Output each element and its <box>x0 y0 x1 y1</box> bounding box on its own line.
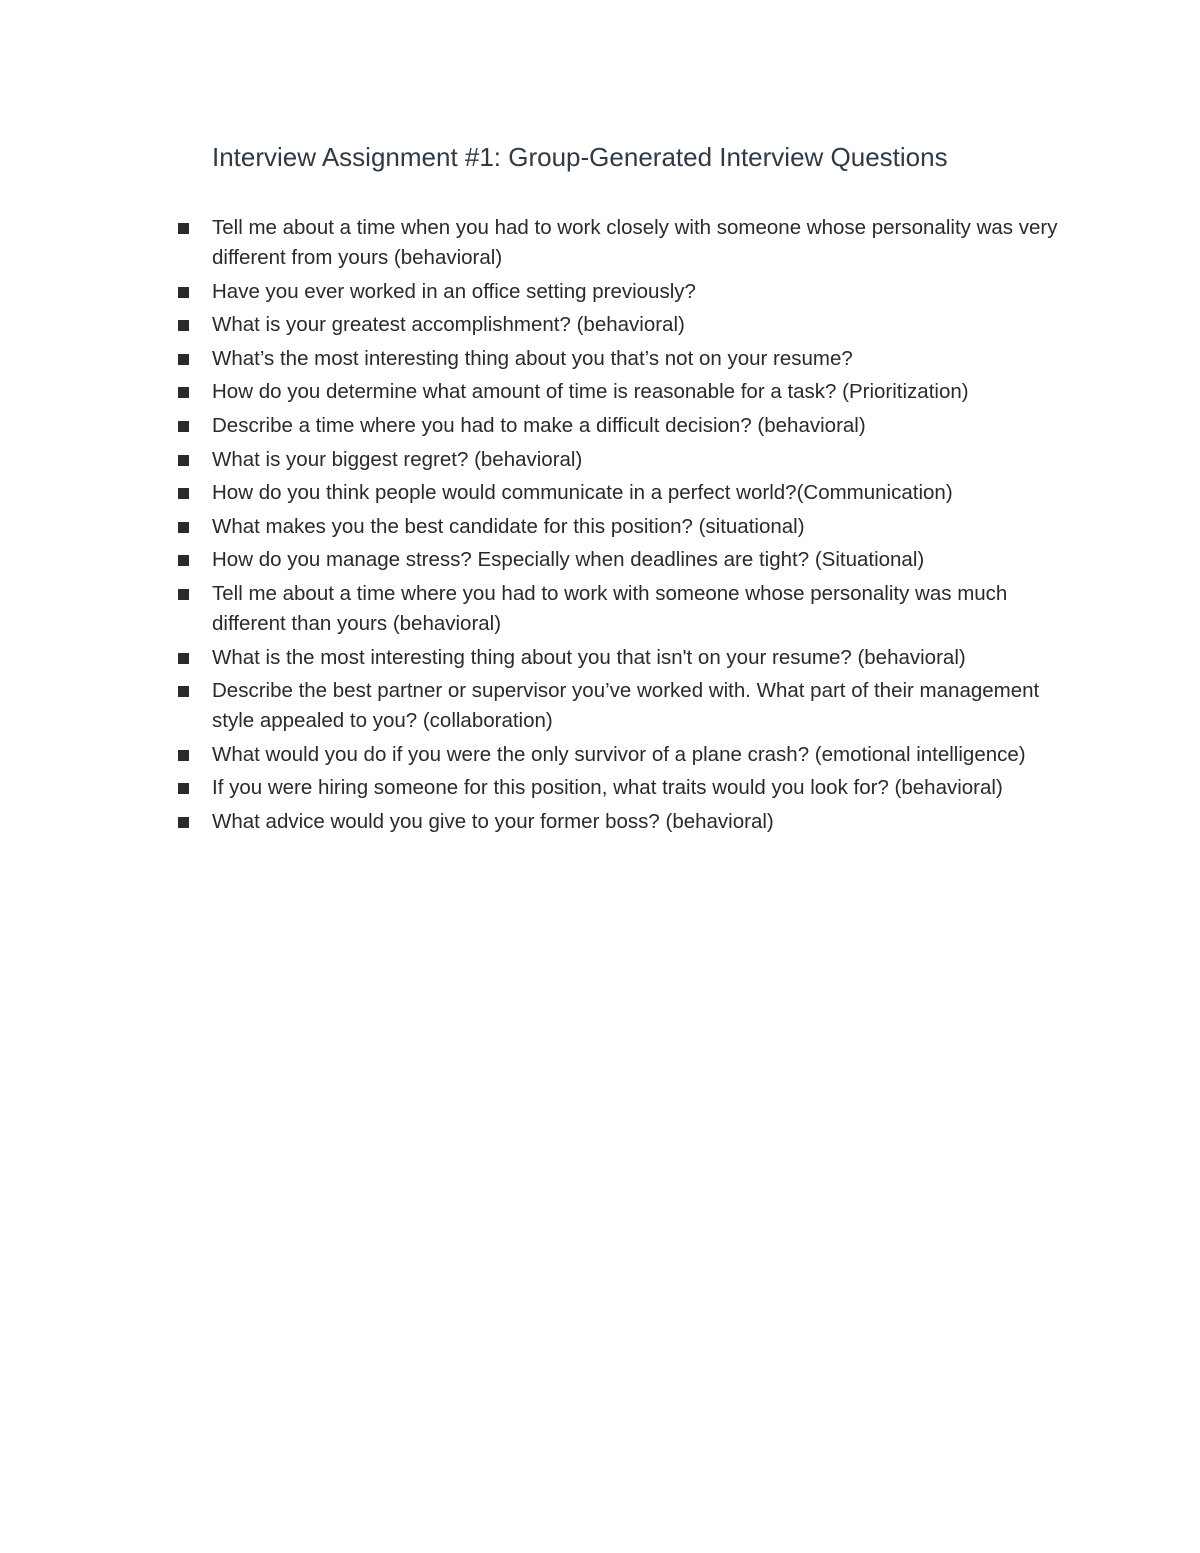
list-item <box>0 377 1200 407</box>
square-bullet-icon <box>178 522 189 533</box>
question-text: How do you manage stress? Especially when deadlines are tight? (Situational) <box>212 548 925 572</box>
square-bullet-icon <box>178 686 189 697</box>
square-bullet-icon <box>178 555 189 566</box>
question-text: Tell me about a time when you had to work closely with someone whose personality was very different from yours (behavioral) <box>212 216 1058 269</box>
question-text: Have you ever worked in an office setting previously? <box>212 279 696 303</box>
question-text: How do you determine what amount of time is reasonable for a task? (Prioritization) <box>212 380 969 404</box>
square-bullet-icon <box>178 750 189 761</box>
square-bullet-icon <box>178 421 189 432</box>
question-text: Describe a time where you had to make a difficult decision? (behavioral) <box>212 413 866 437</box>
page-title: Interview Assignment #1: Group-Generated Interview Questions <box>212 142 948 172</box>
question-text: What would you do if you were the only survivor of a plane crash? (emotional intelligence) <box>212 742 1026 766</box>
square-bullet-icon <box>178 320 189 331</box>
list-item <box>0 478 1200 508</box>
list-item <box>0 512 1200 542</box>
list-item <box>0 411 1200 441</box>
list-item <box>0 545 1200 575</box>
square-bullet-icon <box>178 223 189 234</box>
question-text: Describe the best partner or supervisor you’ve worked with. What part of their management style appealed to you? (collaboration) <box>212 679 1040 733</box>
list-item <box>0 213 1200 273</box>
question-text: What is the most interesting thing about you that isn't on your resume? (behavioral) <box>212 645 966 669</box>
list-item <box>0 643 1200 673</box>
square-bullet-icon <box>178 488 189 499</box>
square-bullet-icon <box>178 817 189 828</box>
list-item <box>0 277 1200 307</box>
question-list <box>0 213 1200 841</box>
question-text: What is your biggest regret? (behavioral) <box>212 447 583 471</box>
question-text: What’s the most interesting thing about you that’s not on your resume? <box>212 346 853 370</box>
list-item <box>0 676 1200 736</box>
square-bullet-icon <box>178 287 189 298</box>
square-bullet-icon <box>178 455 189 466</box>
square-bullet-icon <box>178 387 189 398</box>
question-text: What is your greatest accomplishment? (behavioral) <box>212 313 685 337</box>
list-item <box>0 344 1200 374</box>
square-bullet-icon <box>178 783 189 794</box>
list-item <box>0 740 1200 770</box>
question-text: If you were hiring someone for this position, what traits would you look for? (behavioral) <box>212 776 1003 800</box>
list-item <box>0 773 1200 803</box>
list-item <box>0 579 1200 639</box>
list-item <box>0 445 1200 475</box>
square-bullet-icon <box>178 653 189 664</box>
question-text: Tell me about a time where you had to work with someone whose personality was much different than yours (behavioral) <box>212 581 1008 635</box>
question-text: What advice would you give to your former boss? (behavioral) <box>212 809 774 833</box>
question-text: How do you think people would communicate in a perfect world?(Communication) <box>212 481 953 505</box>
list-item <box>0 310 1200 340</box>
question-text: What makes you the best candidate for this position? (situational) <box>212 514 805 538</box>
list-item <box>0 807 1200 837</box>
square-bullet-icon <box>178 354 189 365</box>
square-bullet-icon <box>178 589 189 600</box>
